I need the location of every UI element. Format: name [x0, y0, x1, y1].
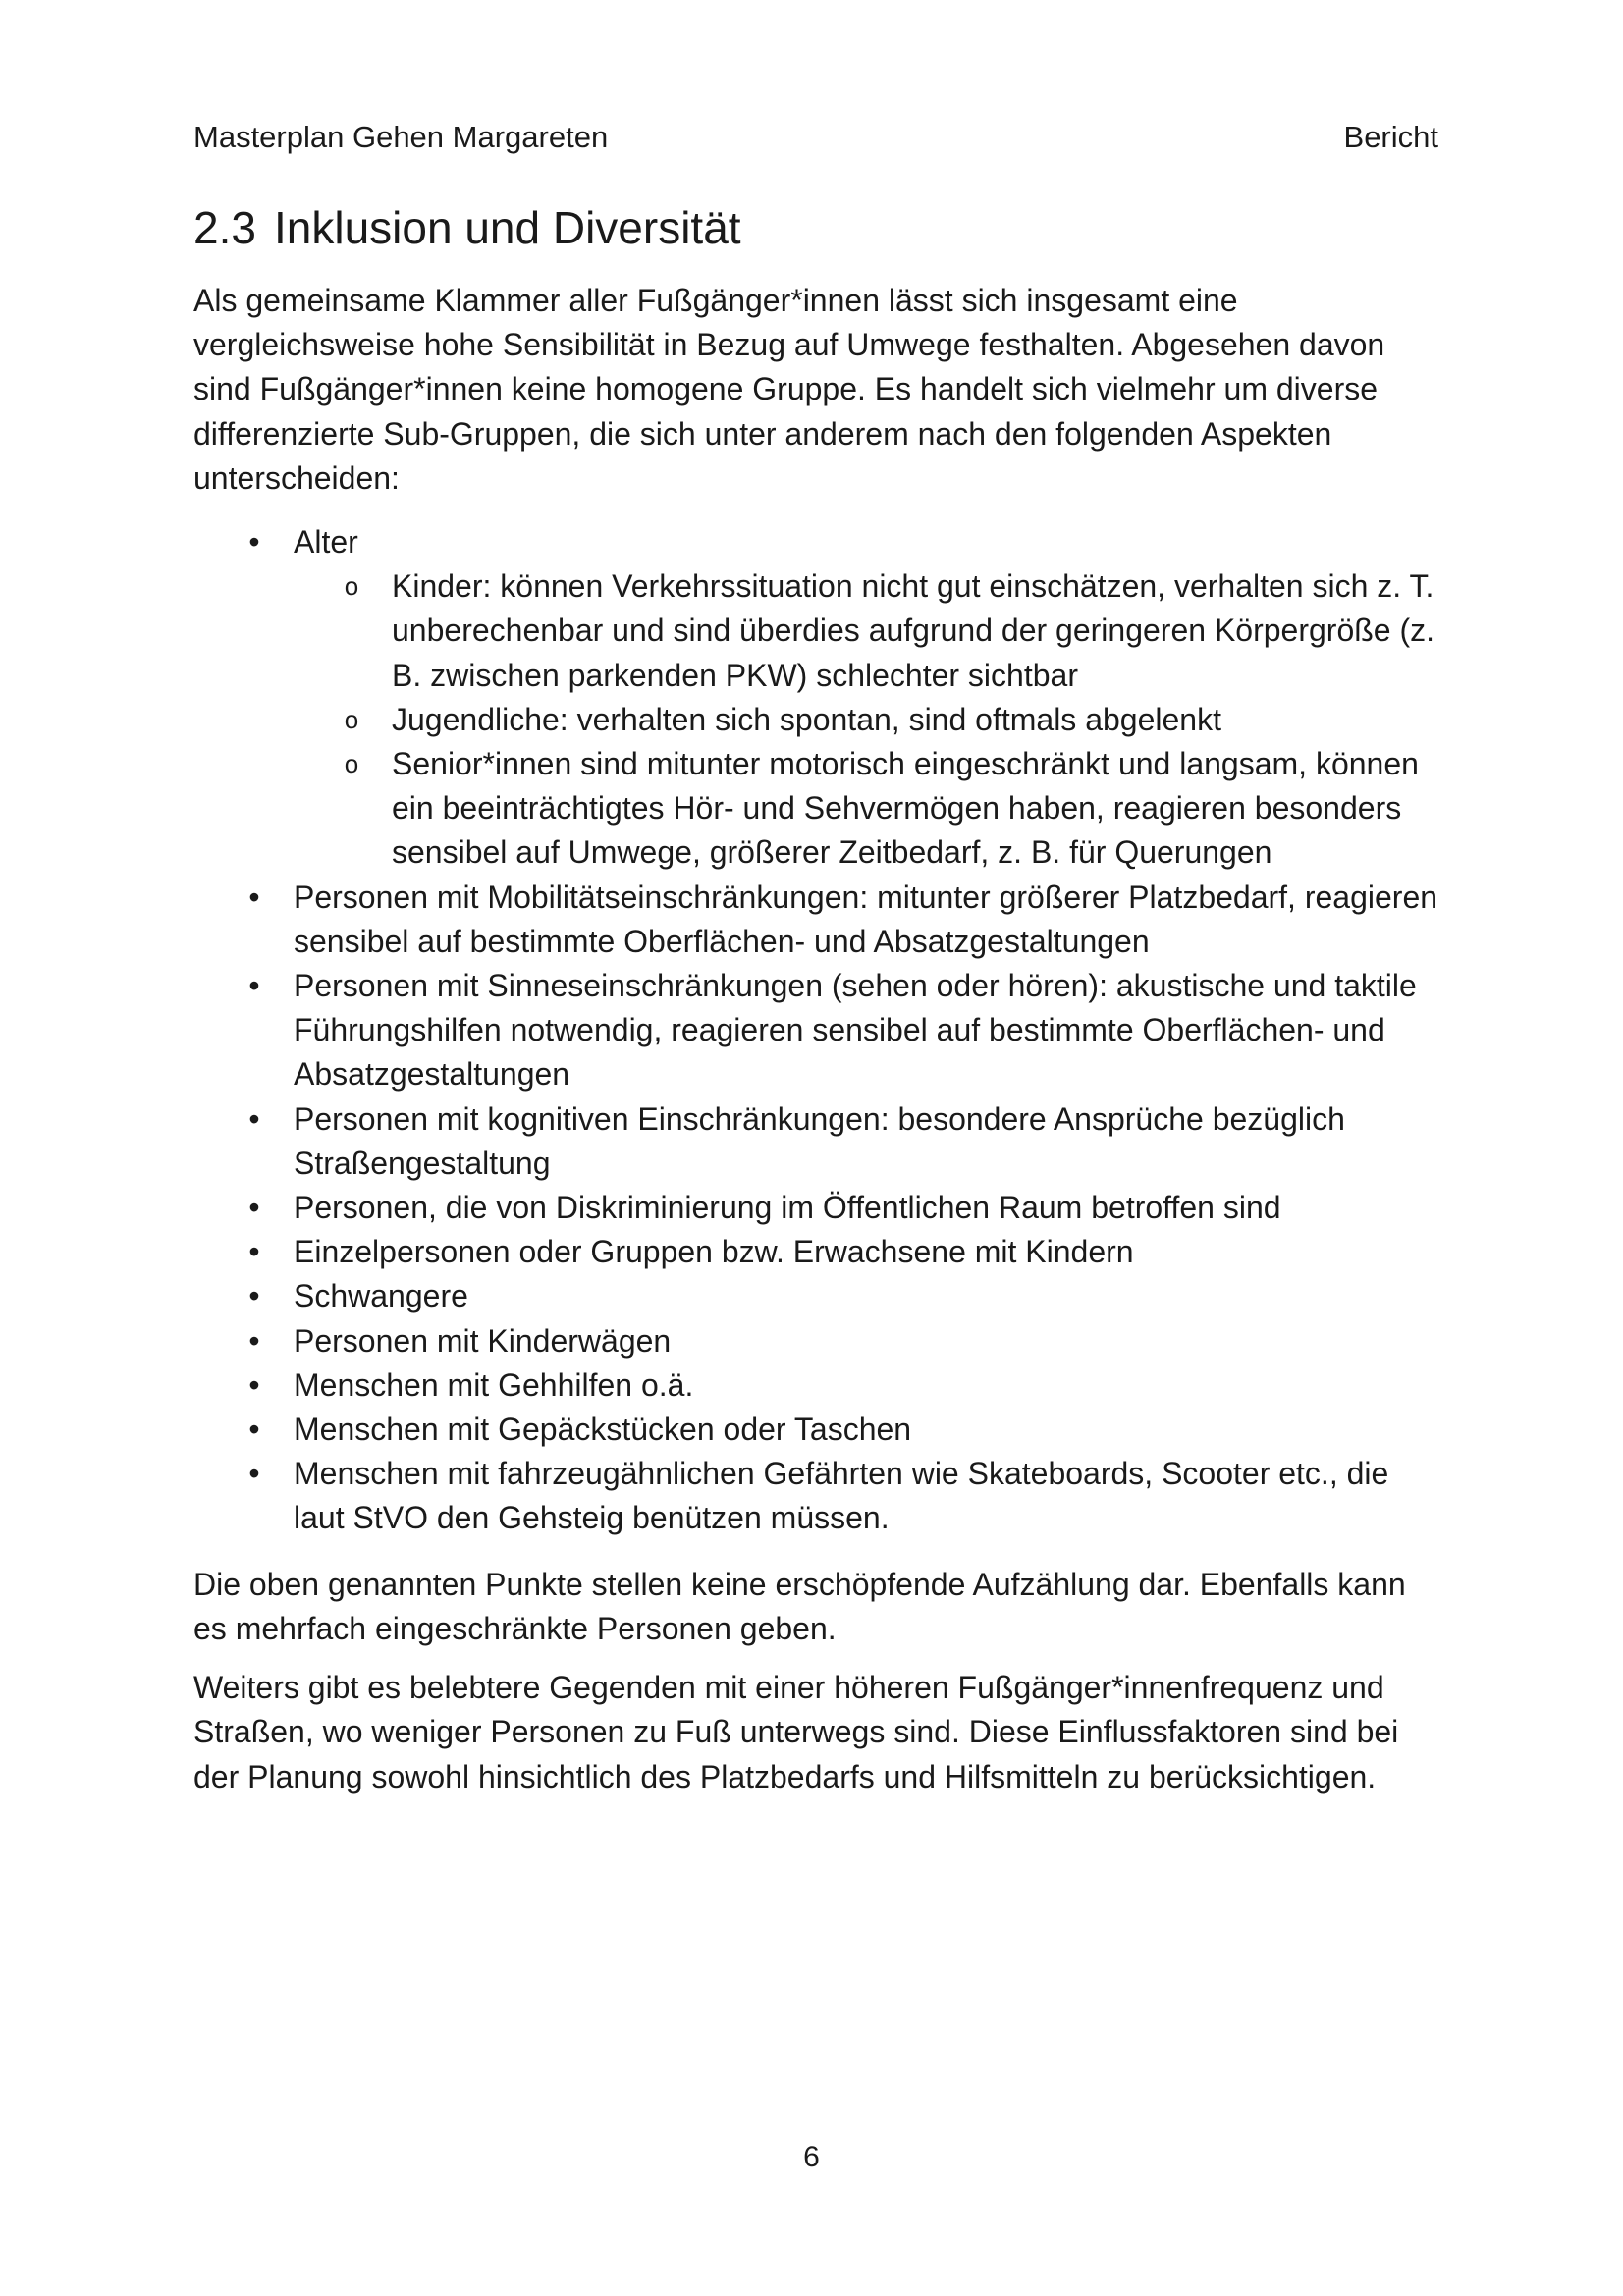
bullet-icon: •: [248, 1456, 260, 1492]
section-number: 2.3: [193, 202, 256, 253]
list-item-alter: [193, 520, 1438, 876]
bullet-icon: •: [248, 524, 260, 561]
list-item: [193, 1186, 1438, 1230]
bullet-icon: •: [248, 879, 260, 915]
bullet-icon: •: [248, 1366, 260, 1403]
header-document-type: Bericht: [1343, 120, 1438, 154]
sub-bullet-icon: o: [344, 749, 359, 779]
list-item: [193, 1452, 1438, 1540]
list-item-text: Menschen mit fahrzeugähnlichen Gefährten wie Skateboards, Scooter etc., die laut StVO den Gehsteig benützen müssen.: [294, 1456, 1389, 1536]
list-item-text: Schwangere: [294, 1278, 468, 1314]
list-item-text: Einzelpersonen oder Gruppen bzw. Erwachsene mit Kindern: [294, 1234, 1134, 1270]
list-item-text: Menschen mit Gepäckstücken oder Taschen: [294, 1412, 912, 1448]
intro-paragraph: Als gemeinsame Klammer aller Fußgänger*innen lässt sich insgesamt eine vergleichsweise hohe Sensibilität in Bezug auf Umwege festhalten. Abgesehen davon sind Fußgänger*innen keine homogene Gruppe. Es handelt sich vielmehr um diverse differenzierte Sub-Gruppen, die sich unter anderem nach den folgenden Aspekten unterscheiden:: [193, 283, 1385, 496]
closing-paragraph: Weiters gibt es belebtere Gegenden mit einer höheren Fußgänger*innenfrequenz und Straßen, wo weniger Personen zu Fuß unterwegs sind. Diese Einflussfaktoren sind bei der Planung sowohl hinsichtlich des Platzbedarfs und Hilfsmitteln zu berücksichtigen.: [193, 1670, 1399, 1794]
section-title: Inklusion und Diversität: [274, 202, 741, 253]
list-item-text: Alter: [294, 524, 358, 561]
list-item: [193, 1363, 1438, 1408]
page-number: 6: [803, 2141, 820, 2173]
list-item-text: Menschen mit Gehhilfen o.ä.: [294, 1366, 694, 1403]
bullet-icon: •: [248, 1278, 260, 1314]
sublist-item-text: Jugendliche: verhalten sich spontan, sind oftmals abgelenkt: [392, 701, 1221, 737]
list-item: [193, 964, 1438, 1097]
page-content: [193, 198, 1438, 1799]
list-item-text: Personen mit kognitiven Einschränkungen: besondere Ansprüche bezüglich Straßengestaltung: [294, 1100, 1345, 1181]
list-item: [193, 1274, 1438, 1318]
list-item-text: Personen, die von Diskriminierung im Öffentlichen Raum betroffen sind: [294, 1190, 1281, 1226]
sub-bullet-icon: o: [344, 571, 359, 602]
bullet-icon: •: [248, 1234, 260, 1270]
sublist-item: [294, 742, 1438, 876]
list-item: [193, 1097, 1438, 1186]
closing-paragraph: Die oben genannten Punkte stellen keine erschöpfende Aufzählung dar. Ebenfalls kann es mehrfach eingeschränkte Personen geben.: [193, 1566, 1406, 1646]
sub-bullet-icon: o: [344, 704, 359, 734]
page-footer: [0, 2141, 1623, 2174]
sublist-item: [294, 698, 1438, 742]
list-item-text: Personen mit Mobilitätseinschränkungen: mitunter größerer Platzbedarf, reagieren sensibel auf bestimmte Oberflächen- und Absatzgestaltungen: [294, 879, 1438, 959]
sublist-item-text: Kinder: können Verkehrssituation nicht gut einschätzen, verhalten sich z. T. unberechenbar und sind überdies aufgrund der geringeren Körpergröße (z. B. zwischen parkenden PKW) schlechter sichtbar: [392, 568, 1435, 693]
sublist-item-text: Senior*innen sind mitunter motorisch eingeschränkt und langsam, können ein beeinträchtigtes Hör- und Sehvermögen haben, reagieren besonders sensibel auf Umwege, größerer Zeitbedarf, z. B. für Querungen: [392, 746, 1419, 871]
list-item: [193, 1319, 1438, 1363]
list-item: [193, 1408, 1438, 1452]
section-heading: [193, 198, 1438, 257]
bullet-icon: •: [248, 1100, 260, 1137]
header-document-title: Masterplan Gehen Margareten: [193, 120, 609, 154]
subgroup-list: [193, 520, 1438, 1541]
bullet-icon: •: [248, 1322, 260, 1359]
age-sublist: [294, 564, 1438, 875]
list-item: [193, 876, 1438, 964]
list-item: [193, 1230, 1438, 1274]
sublist-item: [294, 564, 1438, 698]
bullet-icon: •: [248, 1190, 260, 1226]
list-item-text: Personen mit Kinderwägen: [294, 1322, 672, 1359]
bullet-icon: •: [248, 968, 260, 1004]
bullet-icon: •: [248, 1412, 260, 1448]
page-header: [193, 120, 1438, 155]
list-item-text: Personen mit Sinneseinschränkungen (sehen oder hören): akustische und taktile Führungshilfen notwendig, reagieren sensibel auf bestimmte Oberflächen- und Absatzgestaltungen: [294, 968, 1417, 1093]
